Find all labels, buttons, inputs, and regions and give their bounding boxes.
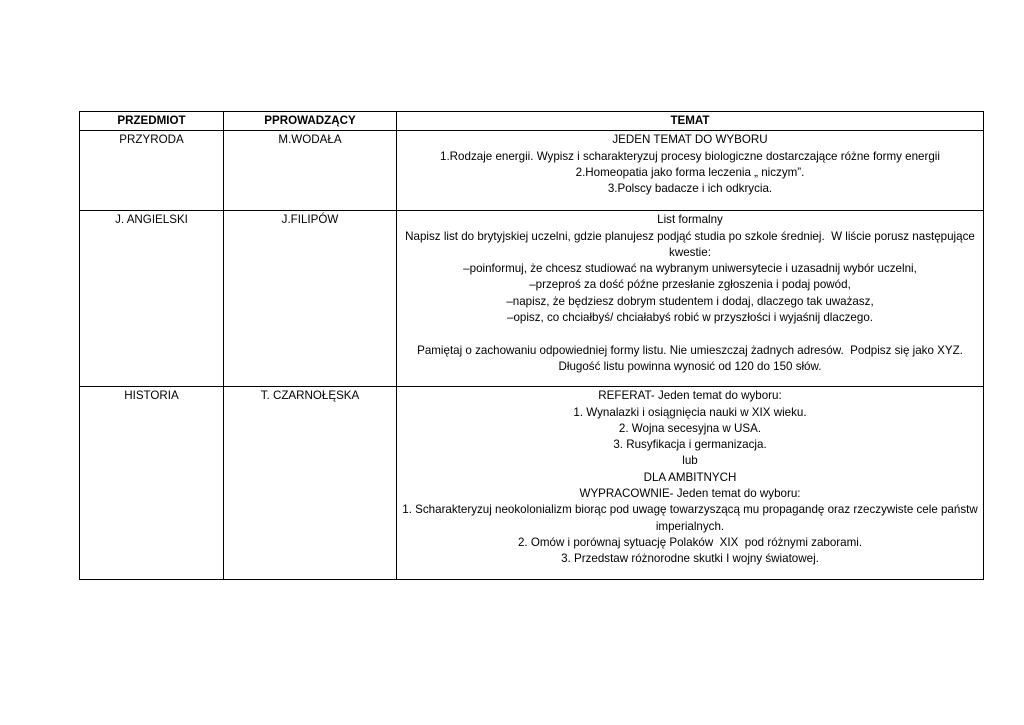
- cell-teacher: M.WODAŁA: [224, 131, 397, 211]
- header-topic: TEMAT: [397, 112, 984, 131]
- cell-subject: PRZYRODA: [80, 131, 224, 211]
- cell-topic: [397, 211, 984, 387]
- topic-line: –poinformuj, że chcesz studiować na wybranym uniwersytecie i uzasadnij wybór uczelni,: [463, 262, 917, 276]
- cell-subject: HISTORIA: [80, 387, 224, 580]
- table-row: [80, 211, 984, 387]
- topic-line: –opisz, co chciałbyś/ chciałabyś robić w przyszłości i wyjaśnij dlaczego.: [507, 311, 873, 325]
- topic-line: WYPRACOWNIE- Jeden temat do wyboru:: [579, 487, 801, 501]
- topic-line: DLA AMBITNYCH: [643, 470, 737, 484]
- cell-topic: [397, 387, 984, 580]
- cell-topic: [397, 131, 984, 211]
- topic-line: 2. Omów i porównaj sytuację Polaków XIX pod różnymi zaborami.: [517, 535, 863, 549]
- topic-line: Napisz list do brytyjskiej uczelni, gdzie planujesz podjąć studia po szkole średniej. W liście porusz następujące kwestie:: [405, 229, 979, 259]
- topic-line: 1. Wynalazki i osiągnięcia nauki w XIX wieku.: [573, 405, 807, 419]
- table-row: [80, 387, 984, 580]
- cell-teacher: T. CZARNOŁĘSKA: [224, 387, 397, 580]
- topic-line: REFERAT- Jeden temat do wyboru:: [598, 389, 782, 403]
- topic-line: –przeproś za dość późne przesłanie zgłoszenia i podaj powód,: [529, 278, 851, 292]
- header-teacher: PPROWADZĄCY: [224, 112, 397, 131]
- topic-line: 2.Homeopatia jako forma leczenia „ niczym”.: [575, 165, 805, 179]
- topic-line: JEDEN TEMAT DO WYBORU: [612, 133, 768, 147]
- topic-line: Pamiętaj o zachowaniu odpowiedniej formy listu. Nie umieszczaj żadnych adresów. Podpisz się jako XYZ.: [417, 343, 963, 357]
- header-subject: PRZEDMIOT: [80, 112, 224, 131]
- topic-line: 3. Rusyfikacja i germanizacja.: [613, 438, 767, 452]
- topic-line: 1.Rodzaje energii. Wypisz i scharakteryzuj procesy biologiczne dostarczające różne formy energii: [440, 149, 940, 163]
- topic-line: 2. Wojna secesyjna w USA.: [618, 421, 762, 435]
- table-row: [80, 131, 984, 211]
- topic-line: lub: [682, 454, 698, 468]
- topic-line: List formalny: [657, 213, 723, 227]
- topic-line: 3. Przedstaw różnorodne skutki I wojny światowej.: [561, 552, 819, 566]
- topic-line: –napisz, że będziesz dobrym studentem i dodaj, dlaczego tak uważasz,: [506, 294, 874, 308]
- blank-line: [401, 326, 979, 342]
- topic-line: Długość listu powinna wynosić od 120 do 150 słów.: [558, 359, 822, 373]
- topic-line: 3.Polscy badacze i ich odkrycia.: [607, 182, 773, 196]
- cell-subject: J. ANGIELSKI: [80, 211, 224, 387]
- topic-line: 1. Scharakteryzuj neokolonializm biorąc pod uwagę towarzyszącą mu propagandę oraz rzeczywiste cele państw imperialnych.: [402, 503, 981, 533]
- cell-teacher: J.FILIPÓW: [224, 211, 397, 387]
- table-header-row: [80, 112, 984, 131]
- assignment-table: [79, 111, 984, 580]
